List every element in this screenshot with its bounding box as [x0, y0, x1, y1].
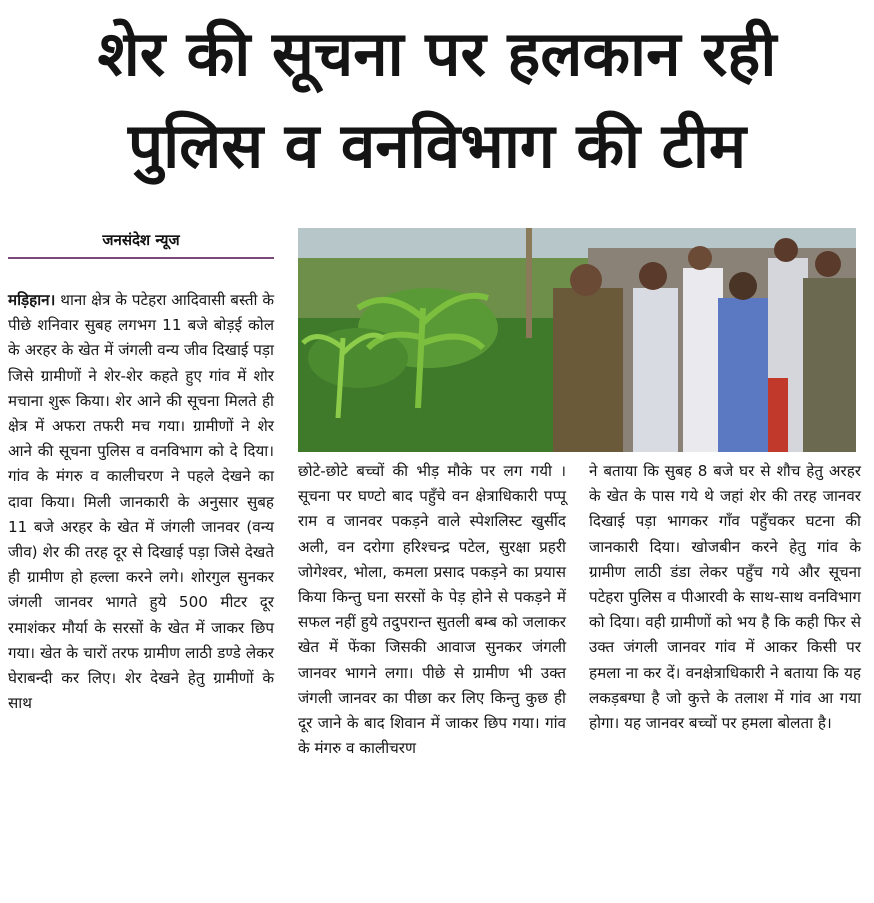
article-column-3 — [589, 459, 861, 736]
column-2-text: छोटे-छोटे बच्चों की भीड़ मौके पर लग गयी । सूचना पर घण्टो बाद पहुँचे वन क्षेत्राधिकारी पप्पू राम व जानवर पकड़ने वाले स्पेशलिस्ट खुर्सीद अली, वन दरोगा हरिश्चन्द्र पटेल, सुरक्षा प्रहरी जोगेश्वर, भोला, कमला प्रसाद पकड़ने का प्रयास किया किन्तु घना सरसों के पेड़ होने से पकड़ने में सफल नहीं हुये तदुपरान्त सुतली बम्ब को जलाकर खेत में फेंका जिसकी आवाज सुनकर जंगली जानवर भागने लगा। पीछे से ग्रामीण भी उक्त जंगली जानवर का पीछा कर लिए किन्तु कुछ ही दूर जाने के बाद शिवान में जाकर छिप गया। गांव के मंगरु व कालीचरण — [298, 462, 566, 758]
dateline: मड़िहान। — [8, 291, 56, 309]
byline-rule — [8, 257, 274, 259]
column-1-text: थाना क्षेत्र के पटेहरा आदिवासी बस्ती के पीछे शनिवार सुबह लगभग 11 बजे बोड़ई कोल के अरहर के खेत में जंगली वन्य जीव दिखाई पड़ा जिसे ग्रामीणों ने शेर-शेर कहते हुए गांव में शोर मचाना शुरू किया। शेर आने की सूचना मिलते ही क्षेत्र में अफरा तफरी मच गया। ग्रामीणों ने शेर आने की सूचना पुलिस व वनविभाग को दे दिया। गांव के मंगरु व कालीचरण ने पहले देखने का दावा किया। मिली जानकारी के अनुसार सुबह 11 बजे अरहर के खेत में जंगली जानवर (वन्य जीव) शेर की तरह दूर से दिखाई पड़ा जिसे देखते ही ग्रामीण हो हल्ला करने लगे। शोरगुल सुनकर जंगली जानवर भागते हुये 500 मीटर दूर रमाशंकर मौर्या के सरसों के खेत में जाकर छिप गया। खेत के चारों तरफ ग्रामीण लाठी डण्डे लेकर घेराबन्दी कर लिए। शेर देखने हेतु ग्रामीणों के साथ — [8, 291, 275, 713]
headline — [0, 8, 874, 192]
headline-line-2: पुलिस व वनविभाग की टीम — [127, 109, 747, 182]
article-column-1 — [8, 288, 274, 716]
photo-icon — [298, 228, 856, 452]
news-photo — [298, 228, 856, 452]
byline: जनसंदेश न्यूज — [102, 231, 180, 249]
column-3-text: ने बताया कि सुबह 8 बजे घर से शौच हेतु अरहर के खेत के पास गये थे जहां शेर की तरह जानवर दिखाई पड़ा भागकर गाँव पहुँचकर घटना की जानकारी दिया। खोजबीन करने हेतु गांव के ग्रामीण लाठी डंडा लेकर पहुँच गये और सूचना पटेहरा पुलिस व पीआरवी के साथ-साथ वनविभाग को दिया। वही ग्रामीणों को भय है कि कही फिर से उक्त जंगली जानवर गांव में आकर किसी पर हमला ना कर दें। वनक्षेत्राधिकारी ने बताया कि यह लकड़बग्घा है जो कुत्ते के तलाश में गांव आ गया होगा। यह जानवर बच्चों पर हमला बोलता है। — [589, 462, 861, 733]
article-column-2 — [298, 459, 566, 761]
headline-line-1: शेर की सूचना पर हलकान रही — [97, 17, 777, 90]
